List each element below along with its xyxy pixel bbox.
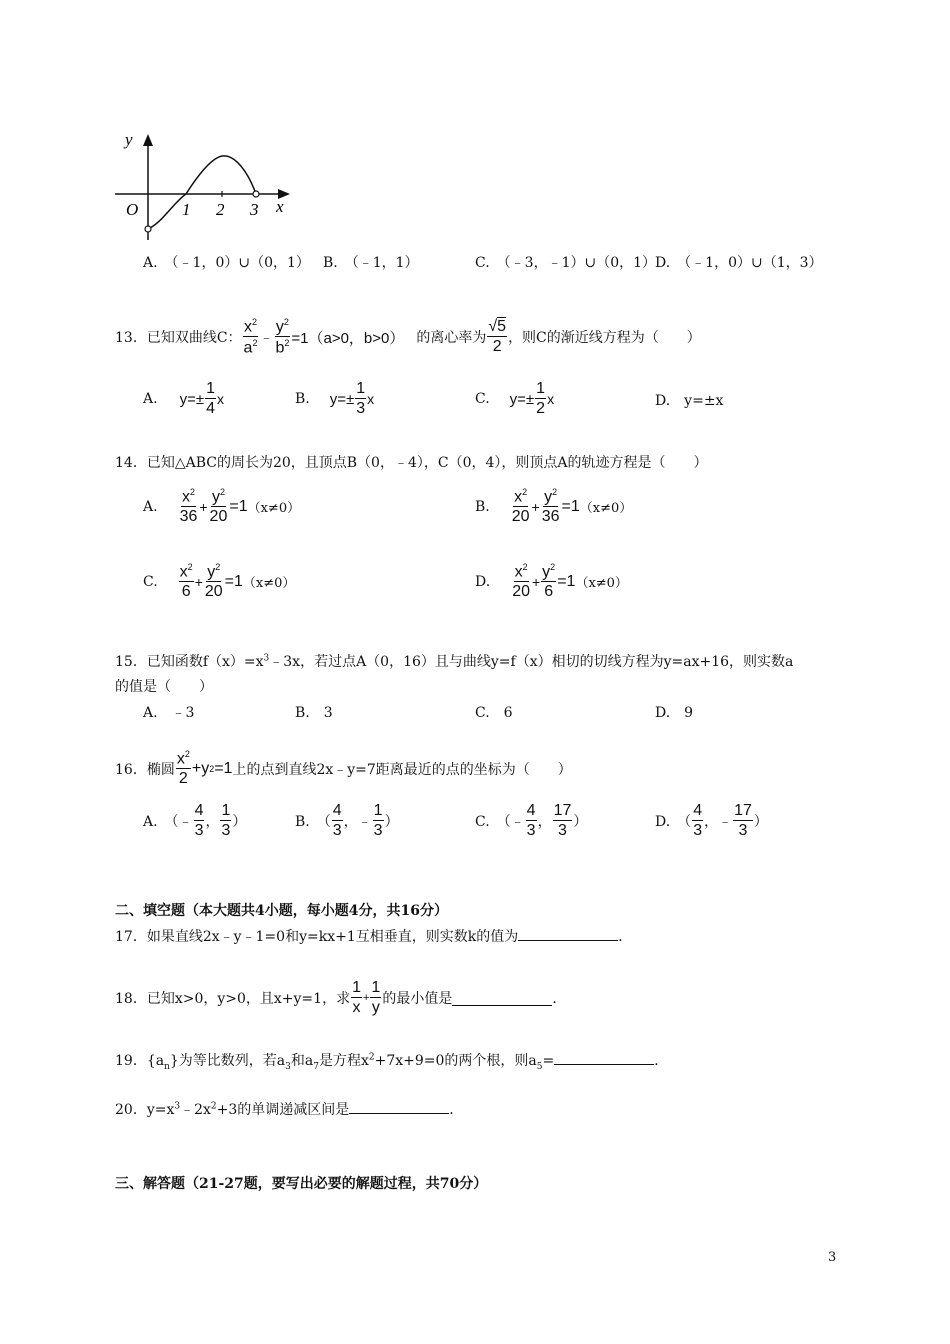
q13-option-a: A. y=± $\frac{1}{4}$ x <box>143 380 224 417</box>
q18: 18．已知x>0，y>0，且x+y=1，求 $\frac{1}{x}$ + $\frac{1}{y}$ 的最小值是 ． <box>115 979 567 1016</box>
q14-option-c: C. $\frac{x^2}{6}$ + $\frac{y^2}{20}$ =1 （x≠0） <box>143 562 296 601</box>
q14-option-a: A. $\frac{x^2}{36}$ + $\frac{y^2}{20}$ =1 （x≠0） <box>143 487 301 526</box>
q13-option-b: B. y=± $\frac{1}{3}$ x <box>295 380 375 417</box>
tick-3: 3 <box>250 200 259 219</box>
tick-2: 2 <box>216 200 225 219</box>
open-point-end <box>253 191 259 197</box>
q15-stem-line1: 15．已知函数$f(x)=x^3﹣3x$，若过点A（0，16）且与曲线y=f（x）相切的切线方程为y=ax+16，则实数a <box>115 653 794 670</box>
q16-option-b: B. （ $\frac{4}{3}$ ，﹣ $\frac{1}{3}$ ） <box>295 802 399 839</box>
y-axis-label: y <box>125 130 133 149</box>
q13-eccentricity: $\frac{√5}{2}$ <box>488 318 507 356</box>
y-axis-arrow <box>143 134 153 146</box>
q14-stem: 14．已知△ABC的周长为20，且顶点B（0，﹣4），C（0，4），则顶点A的轨迹方程是（ ） <box>115 455 708 471</box>
open-point-start <box>145 226 151 232</box>
q18-answer-blank <box>452 991 552 1006</box>
q16-option-d: D. （ $\frac{4}{3}$ ，﹣ $\frac{17}{3}$ ） <box>655 802 768 839</box>
q14-option-d: D. $\frac{x^2}{20}$ + $\frac{y^2}{6}$ =1 （x≠0） <box>475 562 628 601</box>
q15-option-b: B. 3 <box>295 705 333 721</box>
q15-option-d: D. 9 <box>655 705 694 721</box>
section3-title: 三、解答题（21-27题，要写出必要的解题过程，共70分） <box>115 1176 488 1192</box>
q17-answer-blank <box>518 926 618 941</box>
q13-frac-x2-a2: $\frac{x^2}{a^2}$ <box>243 317 258 357</box>
q16-stem: 16．椭圆 $\frac{x^2}{2}$ +y 2 =1 上的点到直线2x﹣y=7距离最近的点的坐标为（ ） <box>115 749 572 788</box>
q15-option-a: A. ﹣3 <box>143 705 195 721</box>
tick-1: 1 <box>182 200 191 219</box>
q13-option-d: D. y=±x <box>655 393 724 409</box>
function-graph <box>110 128 300 243</box>
page-number: 3 <box>828 1250 837 1265</box>
q17: 17．如果直线2x﹣y﹣1=0和y=kx+1互相垂直，则实数k的值为 ． <box>115 926 632 946</box>
q16-option-c: C. （﹣ $\frac{4}{3}$ ， $\frac{17}{3}$ ） <box>475 802 588 839</box>
q20: 20．$y=x^3﹣2x^2+3$的单调递减区间是 ． <box>115 1099 463 1119</box>
section2-title: 二、填空题（本大题共4小题，每小题4分，共16分） <box>115 903 448 919</box>
q14-option-b: B. $\frac{x^2}{20}$ + $\frac{y^2}{36}$ =1 （x≠0） <box>475 487 633 526</box>
q12-option-d: D. （﹣1，0）∪（1，3） <box>655 255 823 271</box>
origin-label: O <box>126 200 139 219</box>
q13-frac-y2-b2: $\frac{y^2}{b^2}$ <box>275 317 290 357</box>
q16-option-a: A. （﹣ $\frac{4}{3}$ ， $\frac{1}{3}$ ） <box>143 802 247 839</box>
x-axis-label: x <box>276 197 284 216</box>
q20-answer-blank <box>349 1099 449 1114</box>
curve <box>148 156 256 229</box>
q12-option-a: A. （﹣1，0）∪（0，1） <box>143 255 310 271</box>
q19-answer-blank <box>554 1050 654 1065</box>
q12-option-b: B. （﹣1，1） <box>323 255 419 271</box>
q15-stem-line2: 的值是（ ） <box>115 679 213 695</box>
q13-option-c: C. y=± $\frac{1}{2}$ x <box>475 380 555 417</box>
q19: 19．$\{a_n\}$为等比数列，若$a_3$和$a_7$是方程$x^2+7x+9=0$的两个根，则$a_5=$ ． <box>115 1050 668 1072</box>
q15-option-c: C. 6 <box>475 705 513 721</box>
q12-option-c: C. （﹣3，﹣1）∪（0，1） <box>475 255 657 271</box>
q13-stem: 13．已知双曲线C： $\frac{x^2}{a^2}$ ﹣ $\frac{y^2}{b^2}$ =1（a>0，b>0） 的离心率为 $\frac{√5}{2}$ ，则C的渐近线方程为（ ） <box>115 317 701 357</box>
